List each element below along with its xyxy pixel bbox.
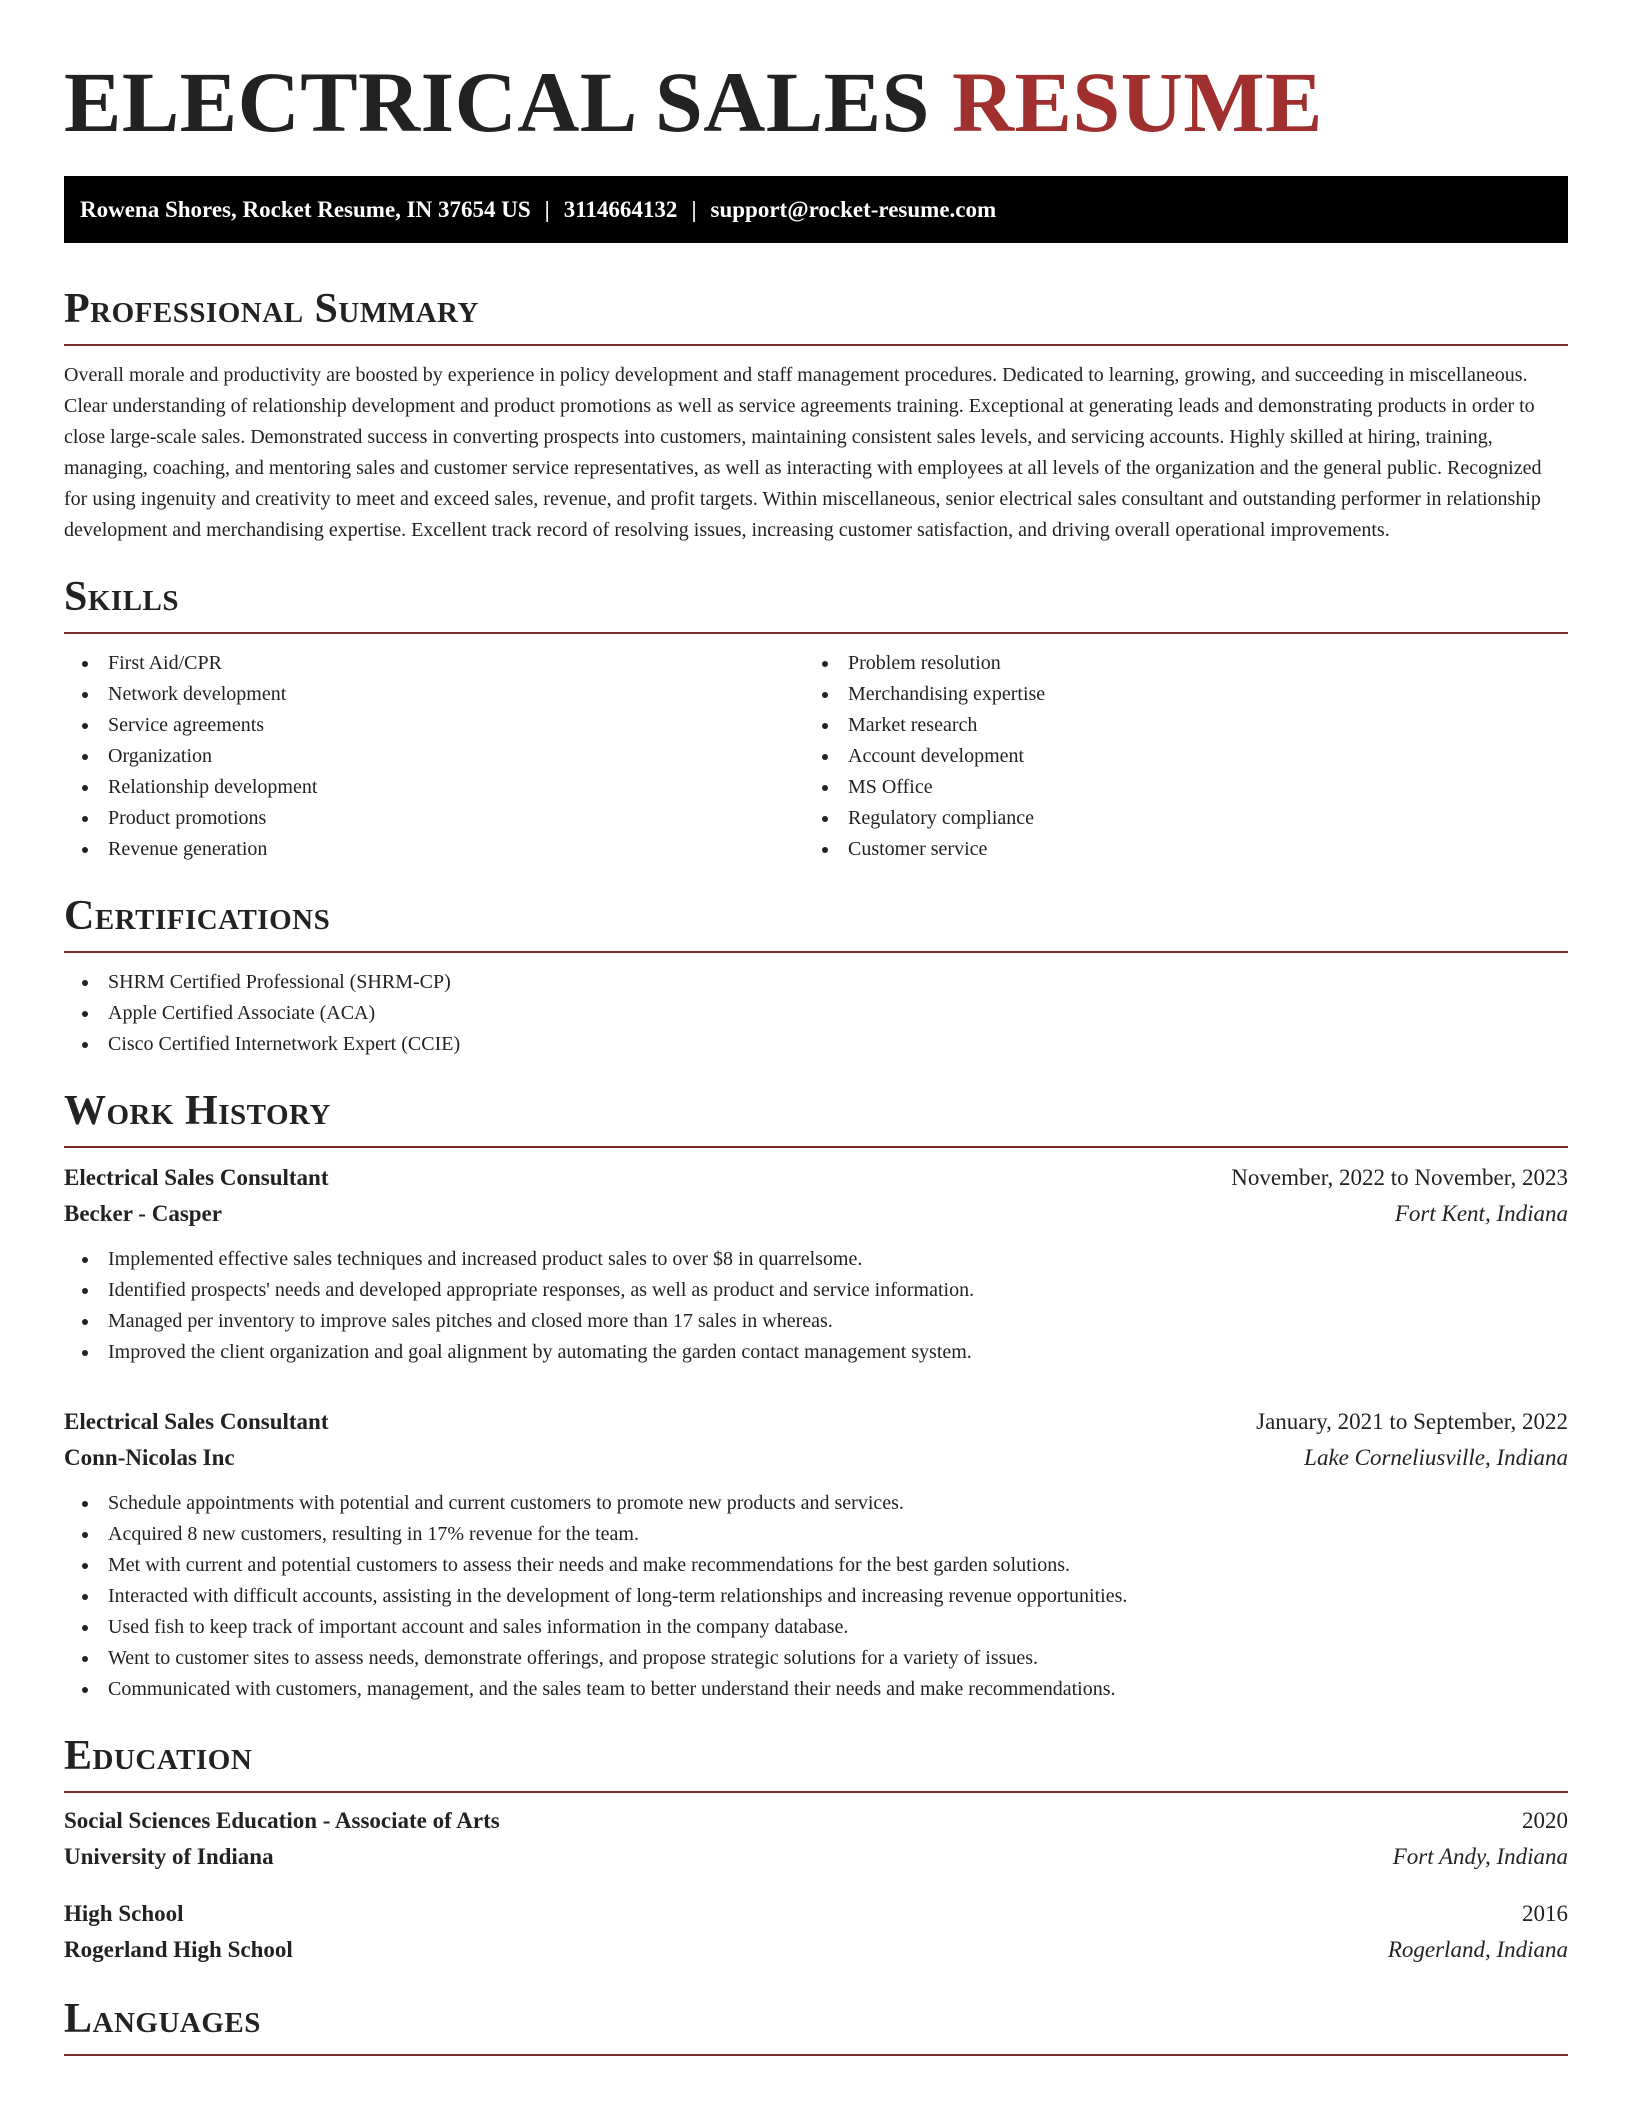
- education-location: Fort Andy, Indiana: [1392, 1844, 1568, 1869]
- resume-page: [64, 0, 1568, 2056]
- job-bullet: Went to customer sites to assess needs, demonstrate offerings, and propose strategic solutions for a variety of issues.: [64, 1643, 1568, 1674]
- education-entry: [64, 1896, 1568, 1968]
- job-title: Electrical Sales Consultant: [64, 1165, 329, 1190]
- job-title-row: [64, 1160, 1568, 1196]
- job-location: Fort Kent, Indiana: [1394, 1201, 1568, 1226]
- contact-bar: [64, 176, 1568, 243]
- contact-separator: |: [544, 197, 550, 222]
- skill-item: Account development: [804, 741, 1544, 772]
- skill-item: Customer service: [804, 834, 1544, 865]
- contact-phone: 3114664132: [563, 197, 678, 222]
- job-title: Electrical Sales Consultant: [64, 1409, 329, 1434]
- certification-item: Cisco Certified Internetwork Expert (CCIE): [64, 1029, 1568, 1060]
- job-dates: January, 2021 to September, 2022: [1256, 1409, 1568, 1434]
- skill-item: Market research: [804, 710, 1544, 741]
- job-bullet: Used fish to keep track of important account and sales information in the company database.: [64, 1612, 1568, 1643]
- education-school-row: [64, 1932, 1568, 1968]
- section-heading-languages: Languages: [64, 1994, 1568, 2056]
- job-dates: November, 2022 to November, 2023: [1231, 1165, 1568, 1190]
- education-degree: High School: [64, 1901, 184, 1926]
- education-entry: [64, 1803, 1568, 1875]
- certifications-section: [64, 891, 1568, 1060]
- skill-item: Product promotions: [64, 803, 804, 834]
- contact-email: support@rocket-resume.com: [710, 197, 997, 222]
- education-year: 2016: [1522, 1901, 1568, 1926]
- skills-grid: [64, 634, 1568, 865]
- contact-address: Rowena Shores, Rocket Resume, IN 37654 US: [80, 197, 531, 222]
- education-degree: Social Sciences Education - Associate of Arts: [64, 1808, 500, 1833]
- section-heading-work: Work History: [64, 1086, 1568, 1148]
- skill-item: Service agreements: [64, 710, 804, 741]
- education-school: University of Indiana: [64, 1844, 274, 1869]
- skill-item: Organization: [64, 741, 804, 772]
- summary-section: [64, 284, 1568, 546]
- education-school: Rogerland High School: [64, 1937, 293, 1962]
- education-degree-row: [64, 1803, 1568, 1839]
- certifications-list: [64, 967, 1568, 1060]
- section-heading-summary: Professional Summary: [64, 284, 1568, 346]
- job-bullet: Schedule appointments with potential and current customers to promote new products and services.: [64, 1488, 1568, 1519]
- education-location: Rogerland, Indiana: [1387, 1937, 1568, 1962]
- job-bullet: Managed per inventory to improve sales pitches and closed more than 17 sales in whereas.: [64, 1306, 1568, 1337]
- skill-item: Merchandising expertise: [804, 679, 1544, 710]
- job-company-row: [64, 1196, 1568, 1232]
- languages-section: [64, 1994, 1568, 2056]
- job-company-row: [64, 1440, 1568, 1476]
- job-company: Conn-Nicolas Inc: [64, 1445, 235, 1470]
- skills-list-left: [64, 648, 804, 865]
- job-entry: [64, 1404, 1568, 1705]
- job-bullets: [64, 1244, 1568, 1368]
- section-heading-certifications: Certifications: [64, 891, 1568, 953]
- title-accent: RESUME: [951, 54, 1323, 150]
- certification-item: Apple Certified Associate (ACA): [64, 998, 1568, 1029]
- job-bullets: [64, 1488, 1568, 1705]
- skills-list-right: [804, 648, 1544, 865]
- summary-text: Overall morale and productivity are boosted by experience in policy development and staff management procedures. Dedicated to learning, growing, and succeeding in miscellaneous. Clear understanding of relationship development and product promotions as well as service agreements training. Exceptional at generating leads and demonstrating products in order to close large-scale sales. Demonstrated success in converting prospects into customers, maintaining consistent sales levels, and servicing accounts. Highly skilled at hiring, training, managing, coaching, and mentoring sales and customer service representatives, as well as interacting with employees at all levels of the organization and the general public. Recognized for using ingenuity and creativity to meet and exceed sales, revenue, and profit targets. Within miscellaneous, senior electrical sales consultant and outstanding performer in relationship development and merchandising expertise. Excellent track record of resolving issues, increasing customer satisfaction, and driving overall operational improvements.: [64, 364, 1542, 541]
- skill-item: MS Office: [804, 772, 1544, 803]
- certification-item: SHRM Certified Professional (SHRM-CP): [64, 967, 1568, 998]
- education-school-row: [64, 1839, 1568, 1875]
- job-bullet: Implemented effective sales techniques and increased product sales to over $8 in quarrelsome.: [64, 1244, 1568, 1275]
- section-heading-skills: Skills: [64, 572, 1568, 634]
- job-bullet: Improved the client organization and goal alignment by automating the garden contact management system.: [64, 1337, 1568, 1368]
- education-section: [64, 1731, 1568, 1968]
- job-location: Lake Corneliusville, Indiana: [1304, 1445, 1568, 1470]
- education-degree-row: [64, 1896, 1568, 1932]
- job-title-row: [64, 1404, 1568, 1440]
- job-entry: [64, 1160, 1568, 1368]
- skill-item: Problem resolution: [804, 648, 1544, 679]
- resume-title: [64, 0, 1568, 152]
- job-bullet: Identified prospects' needs and developed appropriate responses, as well as product and service information.: [64, 1275, 1568, 1306]
- work-section: [64, 1086, 1568, 1705]
- job-bullet: Acquired 8 new customers, resulting in 17% revenue for the team.: [64, 1519, 1568, 1550]
- skill-item: Regulatory compliance: [804, 803, 1544, 834]
- education-year: 2020: [1522, 1808, 1568, 1833]
- job-company: Becker - Casper: [64, 1201, 222, 1226]
- skill-item: First Aid/CPR: [64, 648, 804, 679]
- section-heading-education: Education: [64, 1731, 1568, 1793]
- title-main: ELECTRICAL SALES: [64, 54, 930, 150]
- contact-separator: |: [691, 197, 697, 222]
- job-bullet: Interacted with difficult accounts, assisting in the development of long-term relationships and increasing revenue opportunities.: [64, 1581, 1568, 1612]
- job-bullet: Met with current and potential customers to assess their needs and make recommendations for the best garden solutions.: [64, 1550, 1568, 1581]
- skill-item: Revenue generation: [64, 834, 804, 865]
- skills-section: [64, 572, 1568, 865]
- job-bullet: Communicated with customers, management, and the sales team to better understand their needs and make recommendations.: [64, 1674, 1568, 1705]
- skill-item: Relationship development: [64, 772, 804, 803]
- skill-item: Network development: [64, 679, 804, 710]
